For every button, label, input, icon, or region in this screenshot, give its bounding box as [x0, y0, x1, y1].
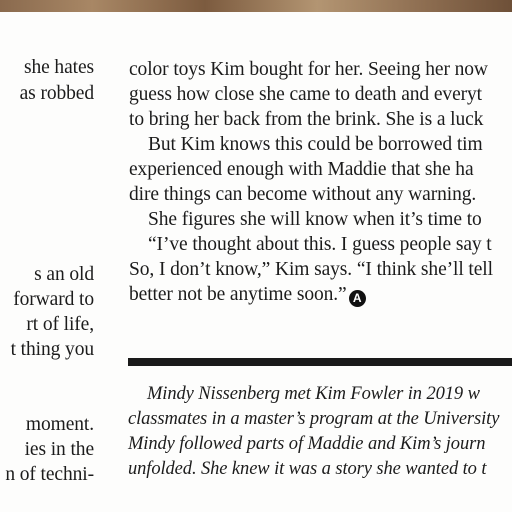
right-line-last: [129, 284, 366, 307]
right-line: guess how close she came to death and everyt: [129, 84, 482, 105]
right-line: dire things can become without any warning.: [129, 184, 477, 205]
section-divider: [128, 358, 512, 366]
left-line: forward to: [13, 289, 94, 310]
right-line: So, I don’t know,” Kim says. “I think she’ll tell: [129, 259, 493, 280]
left-line: ies in the: [24, 439, 94, 460]
right-line: She figures she will know when it’s time to: [148, 209, 482, 230]
left-line: s an old: [34, 264, 94, 285]
bio-line: Mindy followed parts of Maddie and Kim’s journ: [128, 434, 486, 454]
photo-strip: [0, 0, 512, 12]
right-line: to bring her back from the brink. She is a luck: [129, 109, 484, 130]
left-line: moment.: [25, 414, 94, 435]
right-line: “I’ve thought about this. I guess people say t: [148, 234, 492, 255]
left-line: n of techni-: [5, 464, 94, 485]
right-line: But Kim knows this could be borrowed tim: [148, 134, 483, 155]
bio-line: unfolded. She knew it was a story she wanted to t: [128, 459, 487, 479]
end-mark-icon: A: [349, 290, 366, 307]
bio-line: classmates in a master’s program at the University: [128, 409, 500, 429]
right-line-text: better not be anytime soon.”: [129, 284, 347, 305]
left-line: rt of life,: [26, 314, 94, 335]
right-line: experienced enough with Maddie that she ha: [129, 159, 474, 180]
left-line: as robbed: [19, 83, 94, 104]
right-line: color toys Kim bought for her. Seeing her now: [129, 59, 488, 80]
left-line: t thing you: [10, 339, 94, 360]
bio-line: Mindy Nissenberg met Kim Fowler in 2019 w: [147, 384, 480, 404]
left-line: she hates: [23, 57, 94, 78]
